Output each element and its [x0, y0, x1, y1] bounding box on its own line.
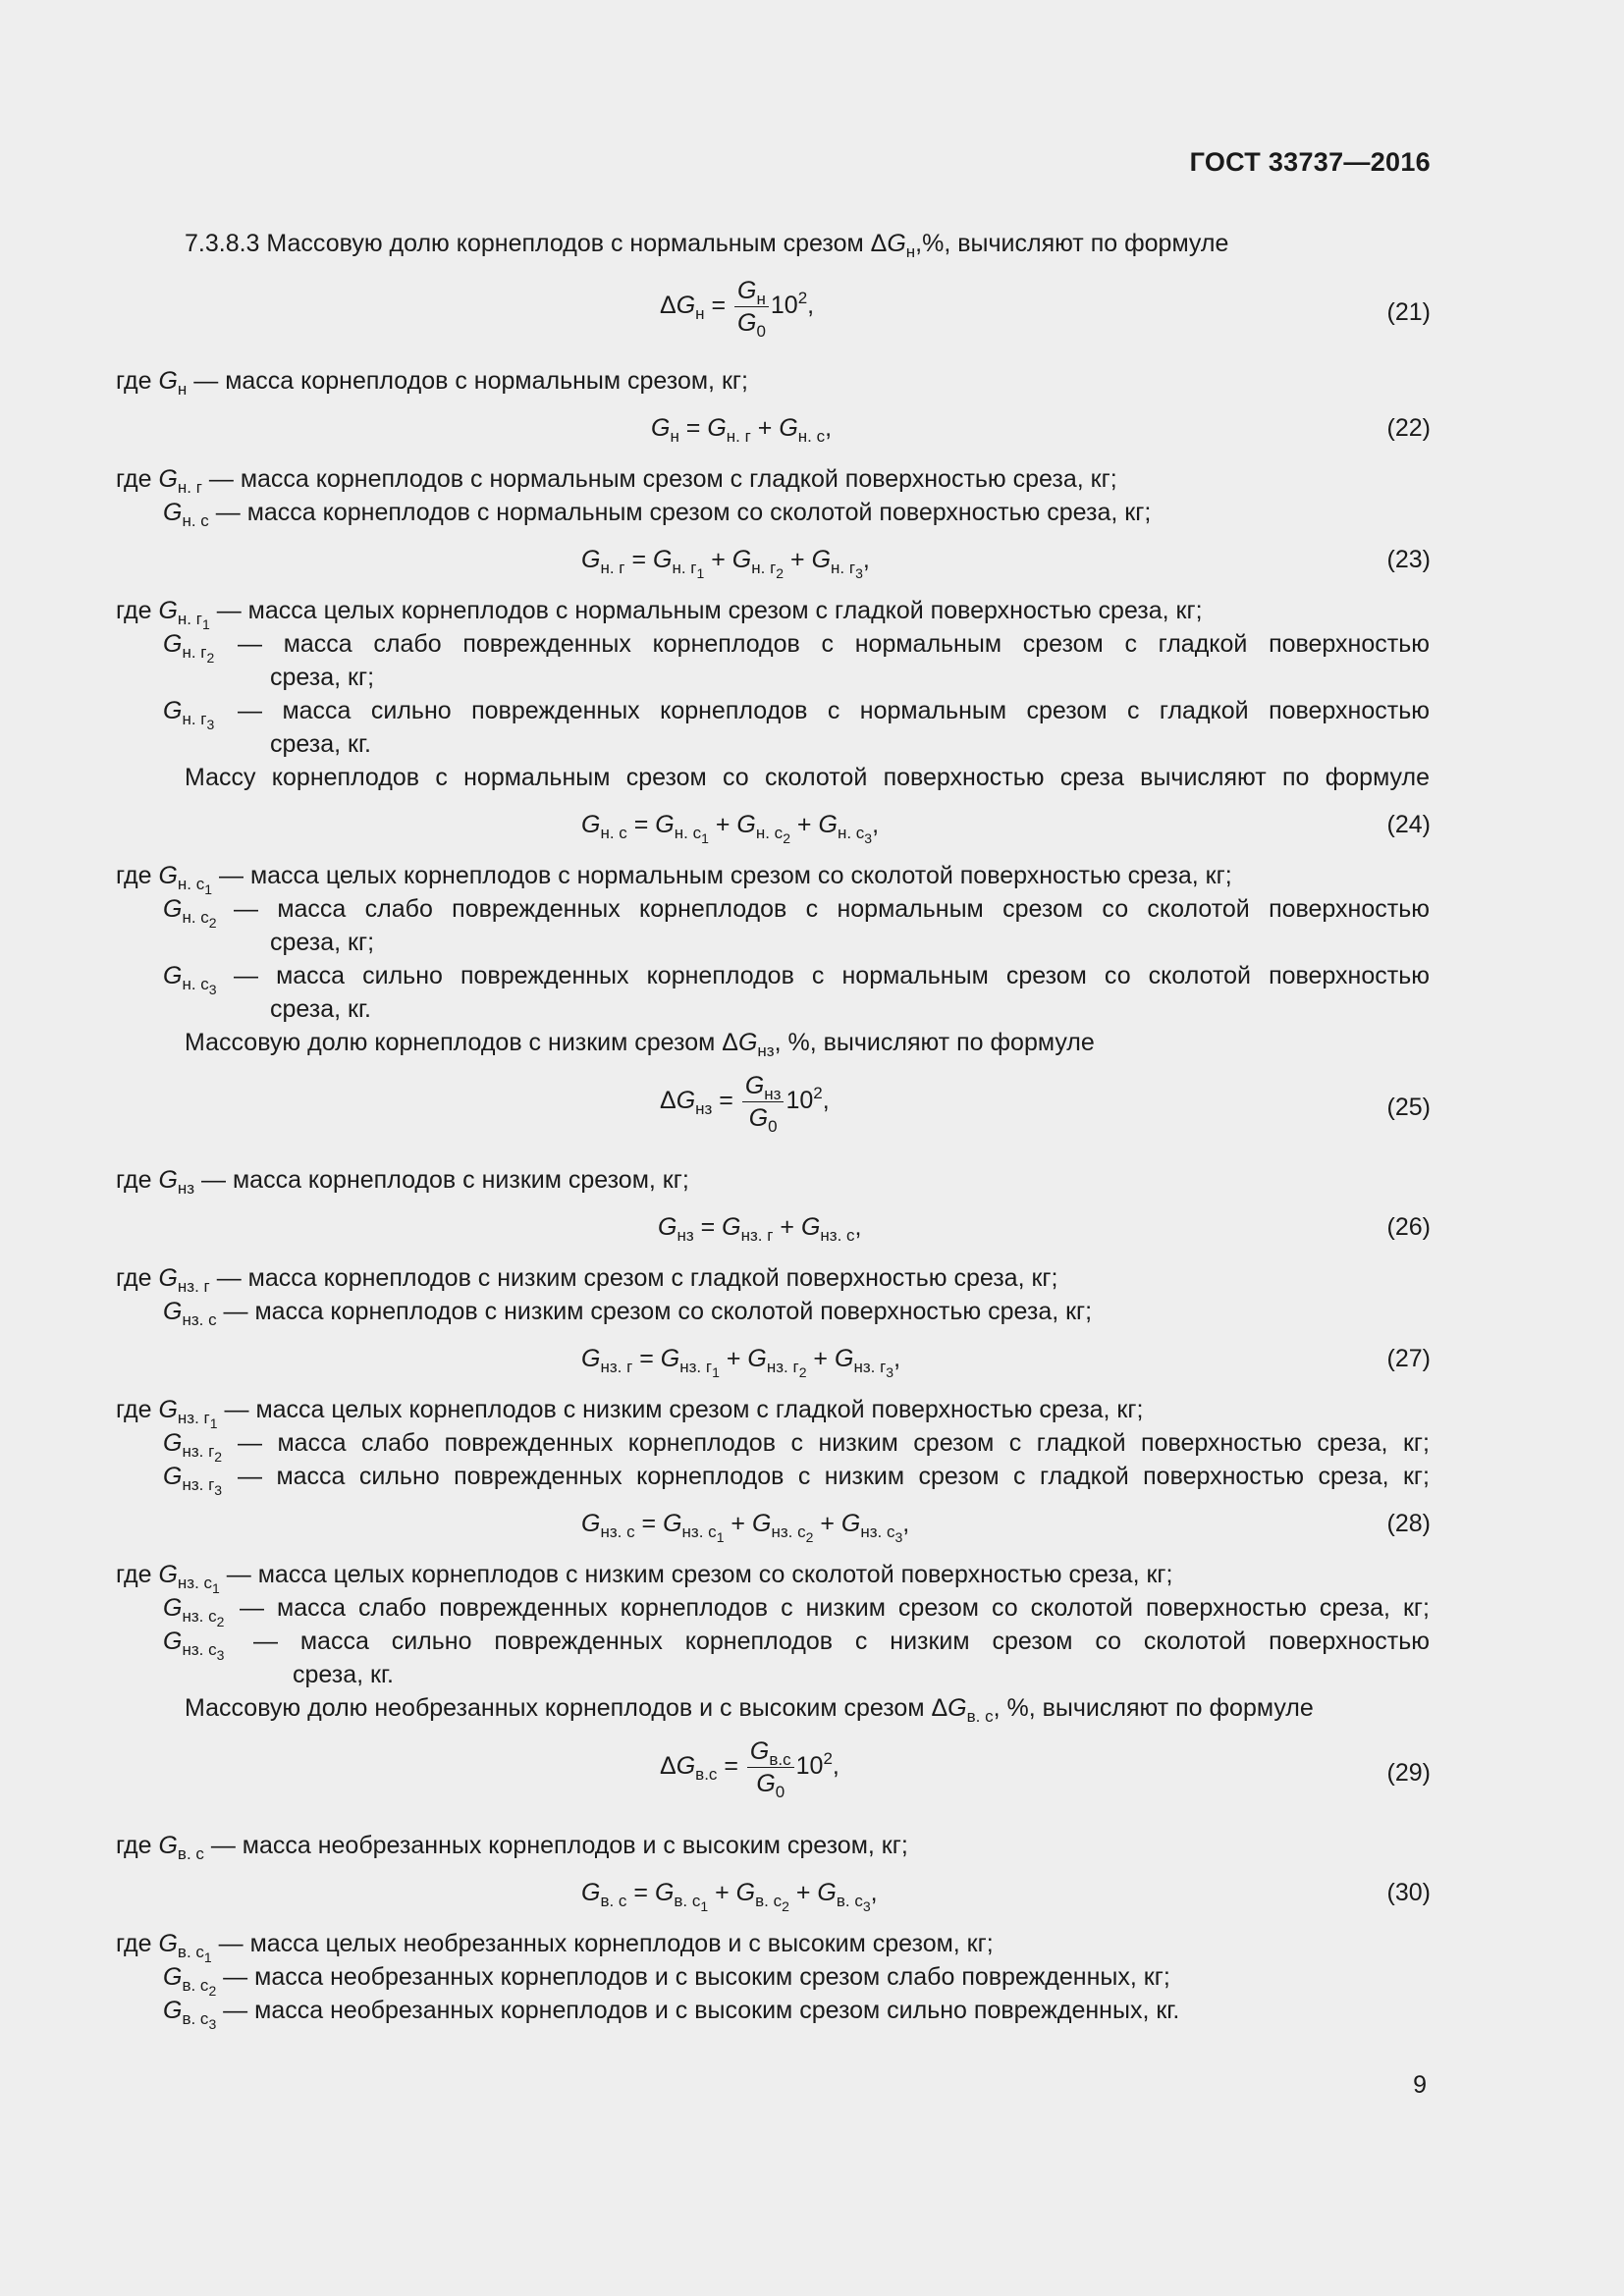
equation-number: (24): [1386, 811, 1431, 838]
page-number: 9: [1413, 2071, 1427, 2099]
equation-number: (23): [1386, 546, 1431, 573]
equation-number: (28): [1386, 1510, 1431, 1537]
equation-number: (26): [1386, 1213, 1431, 1241]
equation-number: (25): [1386, 1094, 1431, 1121]
equation-number: (21): [1386, 298, 1431, 326]
equation-number: (30): [1386, 1879, 1431, 1906]
standard-header: ГОСТ 33737—2016: [1189, 147, 1431, 177]
equation-number: (27): [1386, 1345, 1431, 1372]
equation-number: (22): [1386, 414, 1431, 442]
document-page: ГОСТ 33737—2016 7.3.8.3 Массовую долю корнеплодов с нормальным срезом $\Delta G_н,\%$, вычисляют по формуле $\Delta G_н$ = $\frac{G_н}{G_0}$ $10^2$, (21) где $G_н$ — масса корнеплодов с нормальным срезом, кг; $G_н = G_{н. г} + G_{н. с}$, (22) где $G_{н. г}$ — масса корнеплодов с нормальным срезом с гладкой поверхностью среза, кг; $G_{н. с}$ — масса корнеплодов с нормальным срезом со сколотой поверхностью среза, кг; $G_{н. г} = G_{н. г_1} + G_{н. г_2} + G_{н. г_3}$, (23) где $G_{н. г_1}$ — масса целых корнеплодов с нормальным срезом с гладкой поверхностью среза, кг; $G_{н. г_2}$ — масса слабо поврежденных корнеплодов с нормальным срезом с гладкой поверхностью среза, кг; $G_{н. г_3}$ — масса сильно поврежденных корнеплодов с нормальным срезом с гладкой поверхностью среза, кг. Массу корнеплодов с нормальным срезом со сколотой поверхностью среза вычисляют по формуле $G_{н. с} = G_{н. с_1} + G_{н. с_2} + G_{н. с_3}$, (24) где $G_{н. с_1}$ — масса целых корнеплодов с нормальным срезом со сколотой поверхностью среза, кг; $G_{н. с_2}$ — масса слабо поврежденных корнеплодов с нормальным срезом со сколотой поверхностью среза, кг; $G_{н. с_3}$ — масса сильно поврежденных корнеплодов с нормальным срезом со сколотой поверхностью среза, кг. Массовую долю корнеплодов с низким срезом $\Delta G_{нз}$, %, вычисляют по формуле $\Delta G_{нз}$ = $\frac{G_{нз}}{G_0}$ $10^2$, (25) где $G_{нз}$ — масса корнеплодов с низким срезом, кг; $G_{нз} = G_{нз. г} + G_{нз. с}$, (26) где $G_{нз. г}$ — масса корнеплодов с низким срезом с гладкой поверхностью среза, кг; $G_{нз. с}$ — масса корнеплодов с низким срезом со сколотой поверхностью среза, кг; $G_{нз. г} = G_{нз. г_1} + G_{нз. г_2} + G_{нз. г_3}$, (27) где $G_{нз. г_1}$ — масса целых корнеплодов с низким срезом с гладкой поверхностью среза, кг; $G_{нз. г_2}$ — масса слабо поврежденных корнеплодов с низким срезом с гладкой поверхностью среза, кг; $G_{нз. г_3}$ — масса сильно поврежденных корнеплодов с низким срезом с гладкой поверхностью среза, кг; $G_{нз. с} = G_{нз. с_1} + G_{нз. с_2} + G_{нз. с_3}$, (28) где $G_{нз. с_1}$ — масса целых корнеплодов с низким срезом со сколотой поверхностью среза, кг; $G_{нз. с_2}$ — масса слабо поврежденных корнеплодов с низким срезом со сколотой поверхностью среза, кг; $G_{нз. с_3}$ — масса сильно поврежденных корнеплодов с низким срезом со сколотой поверхностью среза, кг. Массовую долю необрезанных корнеплодов и с высоким срезом $\Delta G_{в. с}$, %, вычисляют по формуле $\Delta G_{в.с}$ = $\frac{G_{в.с}}{G_0}$ $10^2$, (29) где $G_{в. с}$ — масса необрезанных корнеплодов и с высоким срезом, кг; $G_{в. с} = G_{в. с_1} + G_{в. с_2} + G_{в. с_3}$, (30) где $G_{в. с_1}$ — масса целых необрезанных корнеплодов и с высоким срезом, кг; $G_{в. с_2}$ — масса необрезанных корнеплодов и с высоким срезом слабо поврежденных, кг; $G_{в. с_3}$ — масса необрезанных корнеплодов и с высоким срезом сильно поврежденных, кг. 9: [116, 147, 1431, 2099]
equation-number: (29): [1386, 1759, 1431, 1787]
